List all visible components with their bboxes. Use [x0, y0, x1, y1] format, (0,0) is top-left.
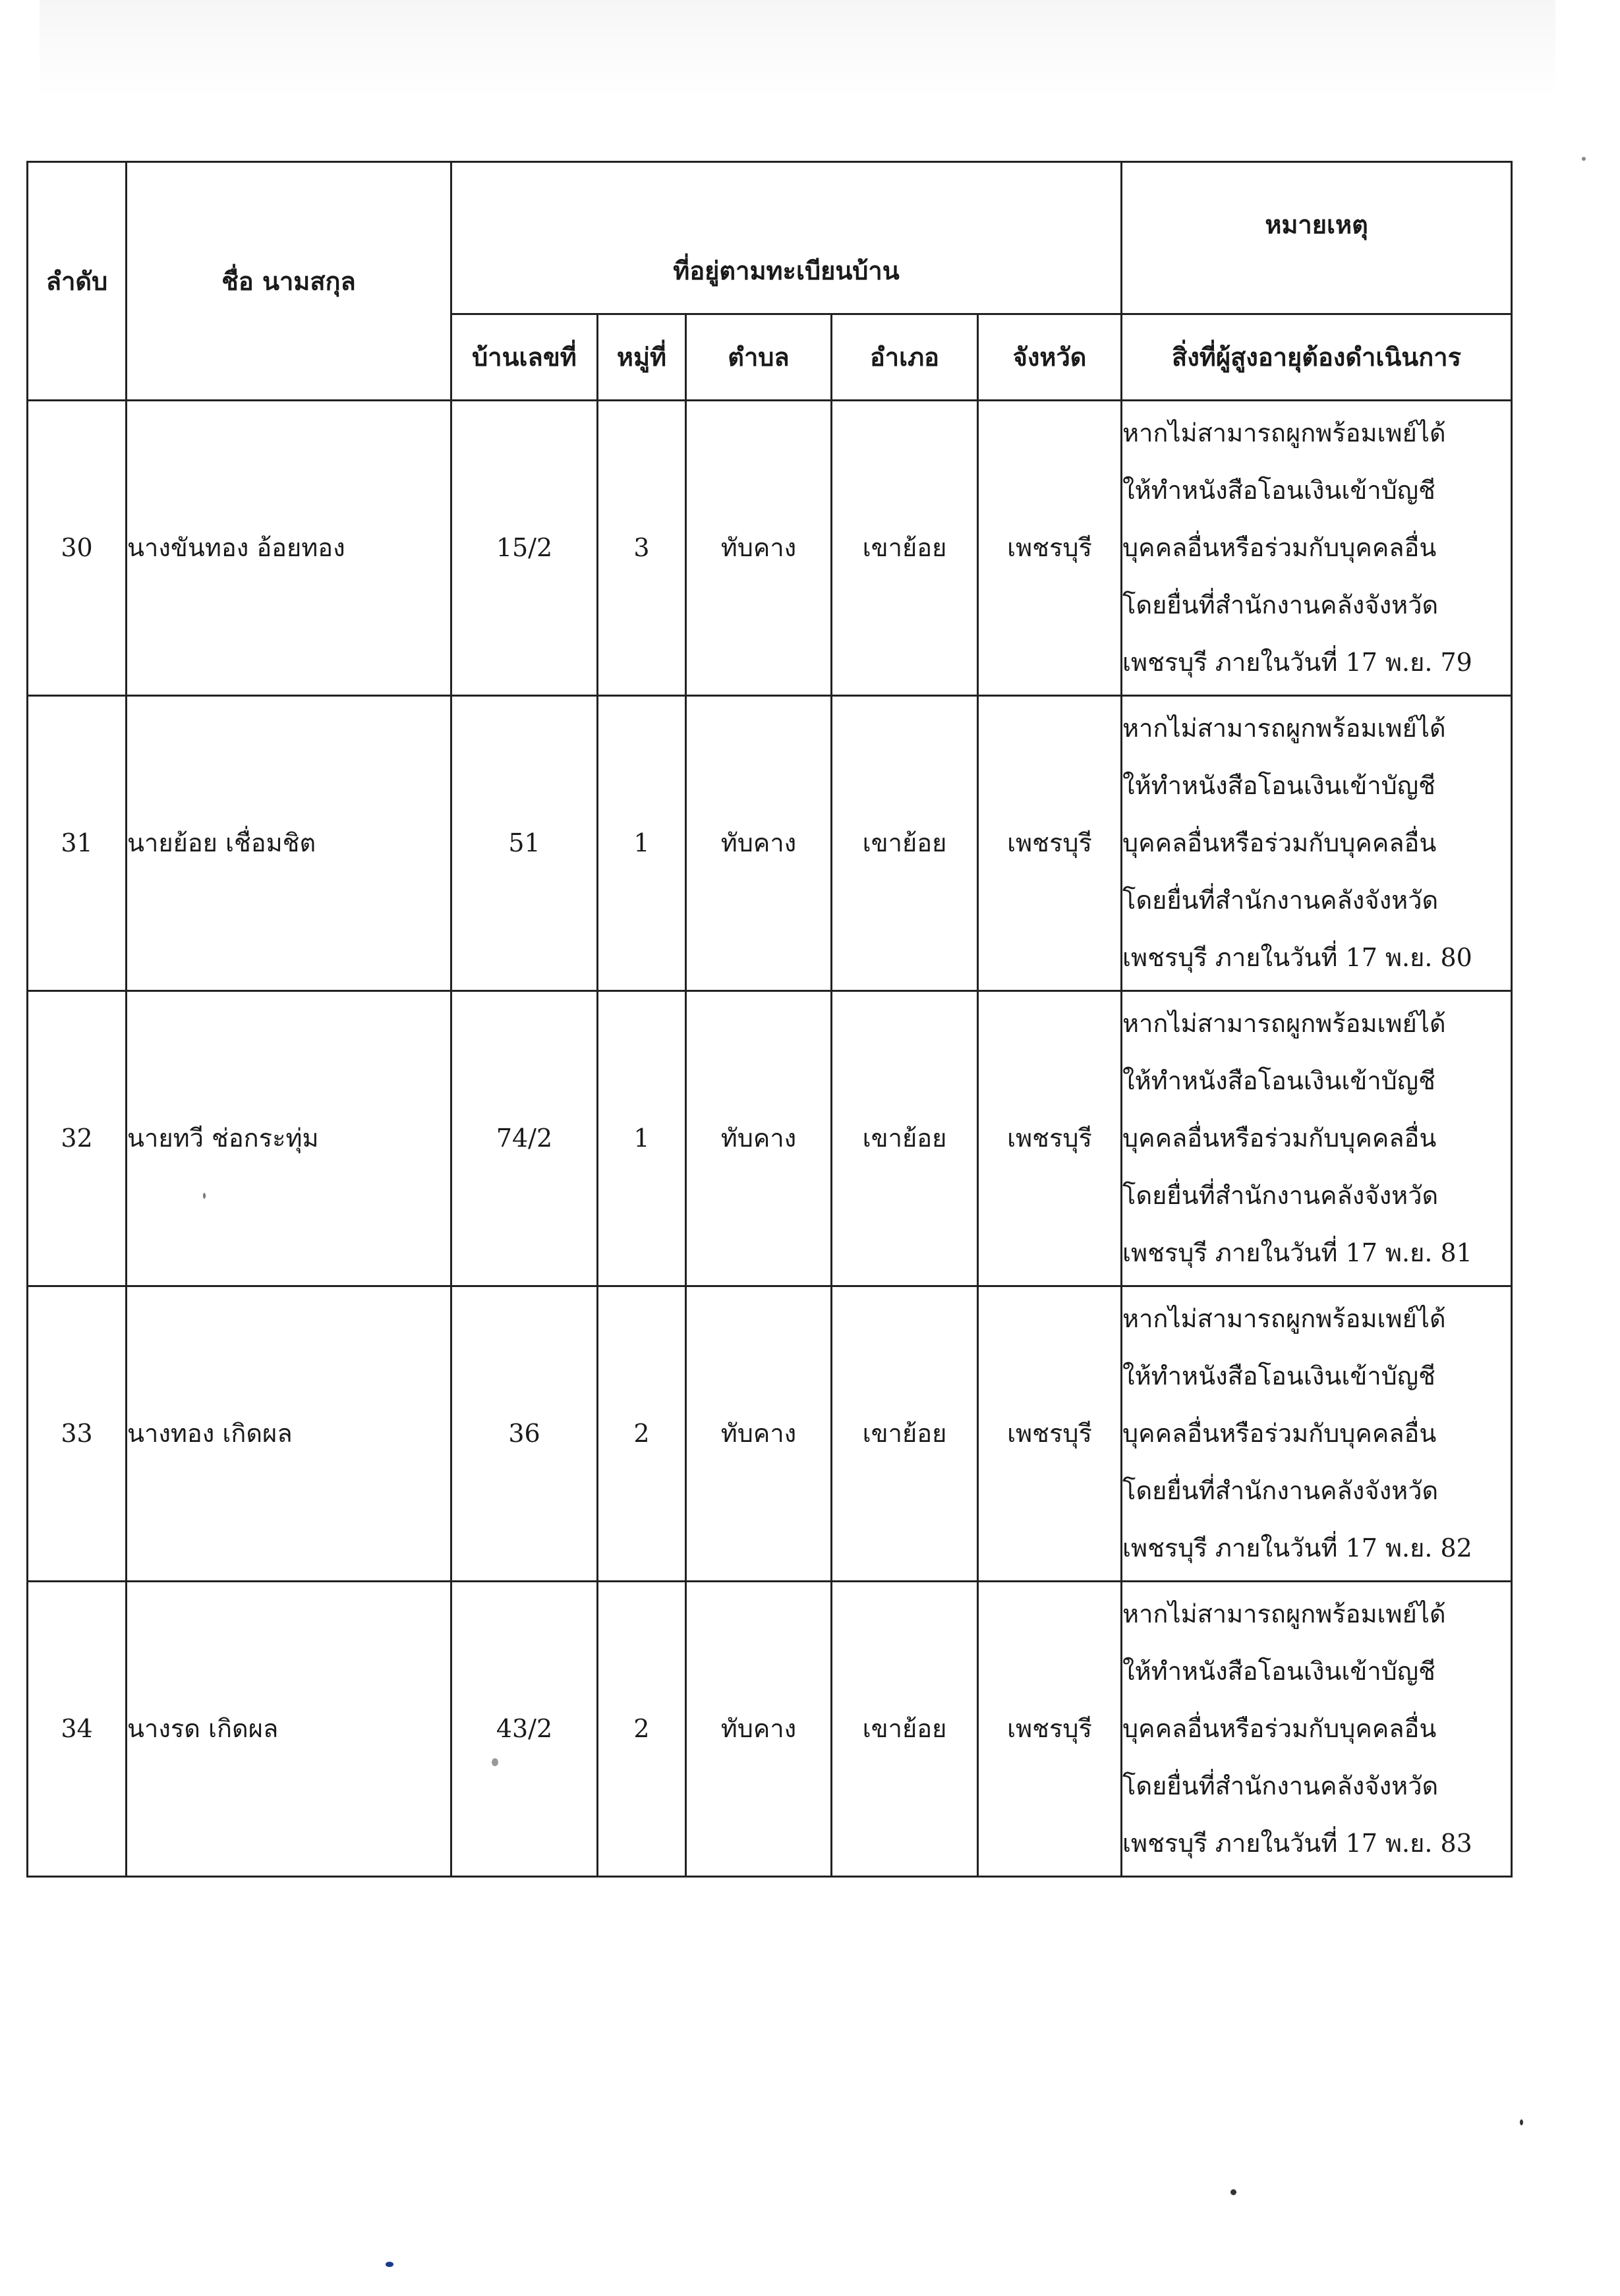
- header-action: สิ่งที่ผู้สูงอายุต้องดำเนินการ: [1122, 314, 1512, 401]
- remark-line: โดยยื่นที่สำนักงานคลังจังหวัด: [1122, 1771, 1439, 1800]
- remark-line: เพชรบุรี ภายในวันที่ 17 พ.ย. 81: [1122, 1238, 1472, 1267]
- elderly-records-table: [26, 161, 1513, 1878]
- remark-line: โดยยื่นที่สำนักงานคลังจังหวัด: [1122, 886, 1439, 915]
- remark-line: ให้ทำหนังสือโอนเงินเข้าบัญชี: [1122, 1362, 1435, 1391]
- province-cell: เพชรบุรี: [978, 401, 1122, 696]
- remark-line: เพชรบุรี ภายในวันที่ 17 พ.ย. 83: [1122, 1829, 1472, 1858]
- remark-line: บุคคลอื่นหรือร่วมกับบุคคลอื่น: [1122, 533, 1437, 562]
- remark-line: หากไม่สามารถผูกพร้อมเพย์ได้: [1122, 1304, 1446, 1333]
- name-cell: นางรด เกิดผล: [127, 1582, 451, 1877]
- moo-cell: 2: [598, 1286, 686, 1582]
- amphoe-cell: เขาย้อย: [832, 1286, 978, 1582]
- remark-line: บุคคลอื่นหรือร่วมกับบุคคลอื่น: [1122, 1124, 1437, 1153]
- remark-cell: [1122, 696, 1512, 991]
- remark-line: บุคคลอื่นหรือร่วมกับบุคคลอื่น: [1122, 1419, 1437, 1448]
- house-no-cell: 43/2: [451, 1582, 598, 1877]
- header-house-no: บ้านเลขที่: [451, 314, 598, 401]
- scan-speck: [1230, 2189, 1236, 2195]
- remark-cell: [1122, 1286, 1512, 1582]
- province-cell: เพชรบุรี: [978, 1582, 1122, 1877]
- tambon-cell: ทับคาง: [686, 401, 832, 696]
- province-cell: เพชรบุรี: [978, 696, 1122, 991]
- amphoe-cell: เขาย้อย: [832, 1582, 978, 1877]
- moo-cell: 2: [598, 1582, 686, 1877]
- name-cell: นายย้อย เชื่อมชิต: [127, 696, 451, 991]
- seq-cell: 30: [28, 401, 127, 696]
- remark-line: โดยยื่นที่สำนักงานคลังจังหวัด: [1122, 590, 1439, 619]
- scan-speck: [1582, 157, 1586, 161]
- remark-line: เพชรบุรี ภายในวันที่ 17 พ.ย. 80: [1122, 943, 1472, 972]
- moo-cell: 3: [598, 401, 686, 696]
- name-cell: นางทอง เกิดผล: [127, 1286, 451, 1582]
- remark-line: หากไม่สามารถผูกพร้อมเพย์ได้: [1122, 714, 1446, 743]
- house-no-cell: 51: [451, 696, 598, 991]
- remark-line: บุคคลอื่นหรือร่วมกับบุคคลอื่น: [1122, 1714, 1437, 1743]
- moo-cell: 1: [598, 991, 686, 1286]
- remark-line: หากไม่สามารถผูกพร้อมเพย์ได้: [1122, 418, 1446, 447]
- amphoe-cell: เขาย้อย: [832, 991, 978, 1286]
- header-address-label: ที่อยู่ตามทะเบียนบ้าน: [673, 256, 900, 286]
- tambon-cell: ทับคาง: [686, 1286, 832, 1582]
- scan-speck: [492, 1758, 498, 1766]
- house-no-cell: 36: [451, 1286, 598, 1582]
- scan-speck: [203, 1193, 206, 1199]
- amphoe-cell: เขาย้อย: [832, 696, 978, 991]
- seq-cell: 34: [28, 1582, 127, 1877]
- header-name: ชื่อ นามสกุล: [127, 162, 451, 401]
- table-body: [28, 401, 1512, 1877]
- name-cell: นายทวี ช่อกระทุ่ม: [127, 991, 451, 1286]
- house-no-cell: 74/2: [451, 991, 598, 1286]
- scan-speck: [1520, 2119, 1523, 2125]
- province-cell: เพชรบุรี: [978, 1286, 1122, 1582]
- name-cell: นางขันทอง อ้อยทอง: [127, 401, 451, 696]
- remark-line: เพชรบุรี ภายในวันที่ 17 พ.ย. 82: [1122, 1534, 1472, 1563]
- header-province: จังหวัด: [978, 314, 1122, 401]
- header-address-group: [451, 162, 1122, 314]
- header-remark-group: [1122, 162, 1512, 314]
- remark-line: โดยยื่นที่สำนักงานคลังจังหวัด: [1122, 1476, 1439, 1505]
- header-moo: หมู่ที่: [598, 314, 686, 401]
- remark-line: หากไม่สามารถผูกพร้อมเพย์ได้: [1122, 1009, 1446, 1038]
- table-row: [28, 1582, 1512, 1877]
- remark-line: ให้ทำหนังสือโอนเงินเข้าบัญชี: [1122, 1066, 1435, 1095]
- seq-cell: 33: [28, 1286, 127, 1582]
- remark-line: หากไม่สามารถผูกพร้อมเพย์ได้: [1122, 1599, 1446, 1628]
- tambon-cell: ทับคาง: [686, 1582, 832, 1877]
- remark-line: โดยยื่นที่สำนักงานคลังจังหวัด: [1122, 1181, 1439, 1210]
- header-seq: ลำดับ: [28, 162, 127, 401]
- remark-cell: [1122, 991, 1512, 1286]
- table-row: [28, 401, 1512, 696]
- scan-smudge: [40, 0, 1555, 99]
- remark-line: เพชรบุรี ภายในวันที่ 17 พ.ย. 79: [1122, 648, 1472, 677]
- remark-line: ให้ทำหนังสือโอนเงินเข้าบัญชี: [1122, 476, 1435, 505]
- seq-cell: 32: [28, 991, 127, 1286]
- header-row-top: [28, 162, 1512, 314]
- seq-cell: 31: [28, 696, 127, 991]
- remark-line: บุคคลอื่นหรือร่วมกับบุคคลอื่น: [1122, 828, 1437, 857]
- remark-cell: [1122, 1582, 1512, 1877]
- table-row: [28, 991, 1512, 1286]
- remark-line: ให้ทำหนังสือโอนเงินเข้าบัญชี: [1122, 1657, 1435, 1686]
- remark-cell: [1122, 401, 1512, 696]
- header-tambon: ตำบล: [686, 314, 832, 401]
- remark-line: ให้ทำหนังสือโอนเงินเข้าบัญชี: [1122, 771, 1435, 800]
- moo-cell: 1: [598, 696, 686, 991]
- house-no-cell: 15/2: [451, 401, 598, 696]
- header-remark-label: หมายเหตุ: [1265, 210, 1368, 240]
- amphoe-cell: เขาย้อย: [832, 401, 978, 696]
- tambon-cell: ทับคาง: [686, 991, 832, 1286]
- scan-speck: [386, 2262, 393, 2267]
- table-row: [28, 696, 1512, 991]
- tambon-cell: ทับคาง: [686, 696, 832, 991]
- table-row: [28, 1286, 1512, 1582]
- header-amphoe: อำเภอ: [832, 314, 978, 401]
- province-cell: เพชรบุรี: [978, 991, 1122, 1286]
